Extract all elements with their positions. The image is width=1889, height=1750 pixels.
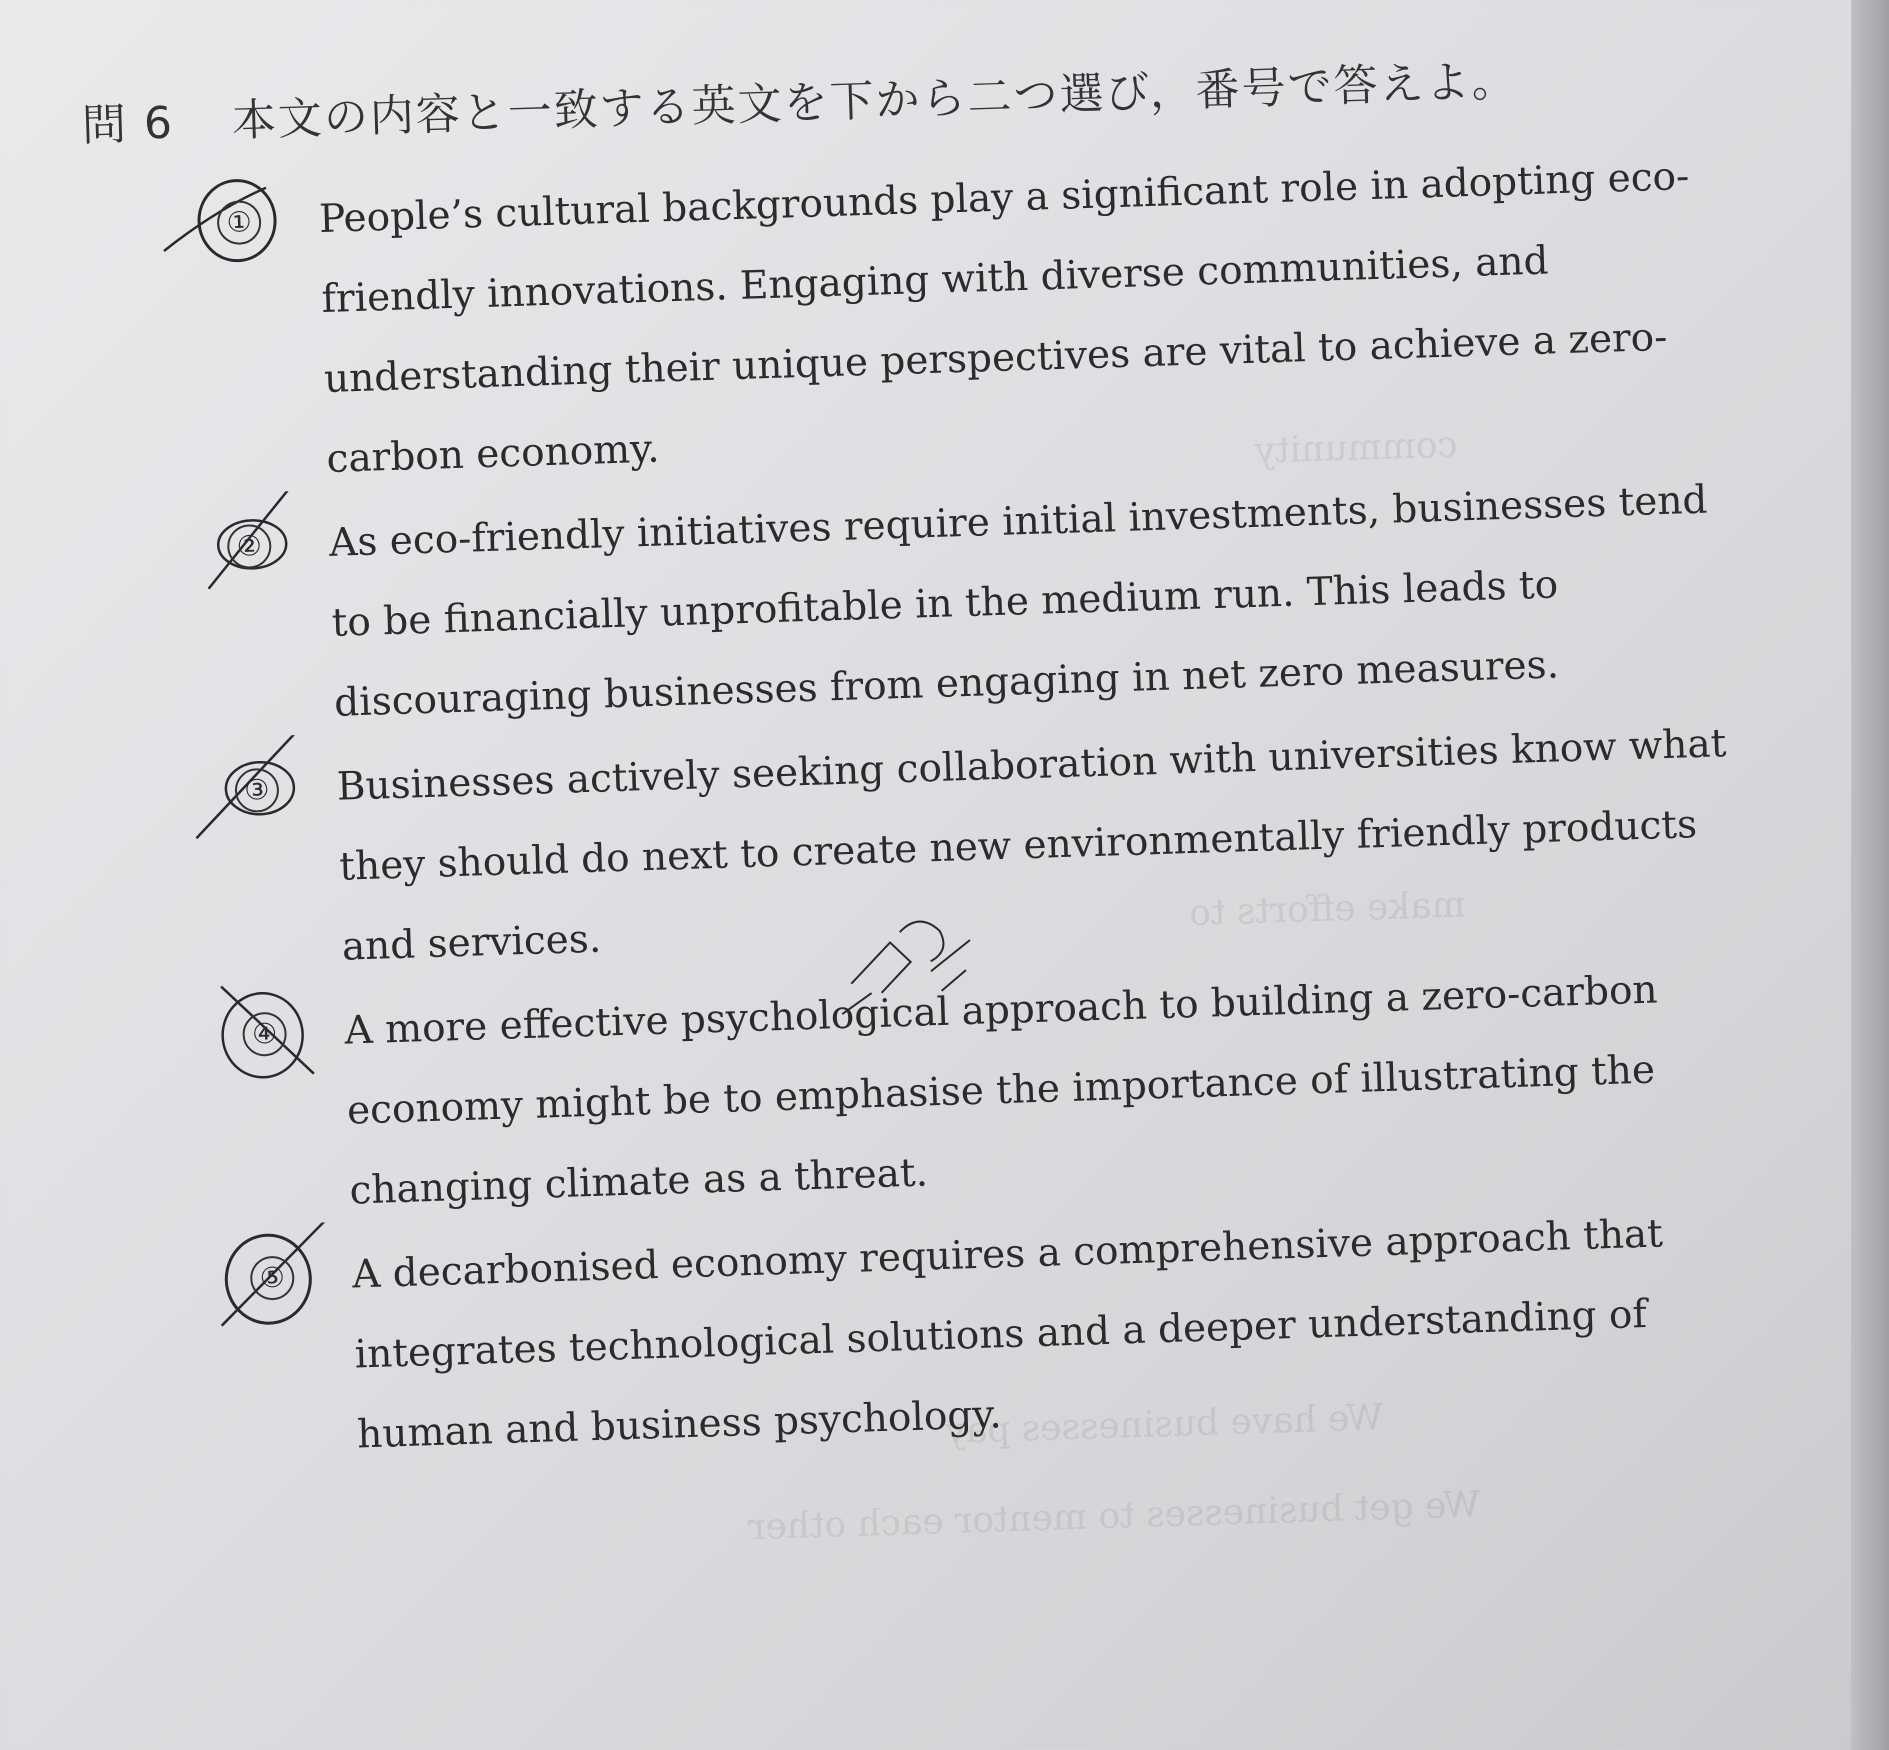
option-number-1: ① — [216, 200, 261, 245]
option-number-2: ② — [227, 524, 272, 569]
option-text-2: As eco-friendly initiatives require initial investments, businesses tend to be financially unprofitable in the medium run. This leads to discouraging businesses from engaging in net zero measures. — [328, 477, 1709, 726]
option-text-1: People’s cultural backgrounds play a significant role in adopting eco-friendly innovations. Engaging with diverse communities, and understanding their unique perspectives are vital to achieve a zero-carbon economy. — [318, 154, 1690, 482]
answer-option-2[interactable] — [16, 459, 1755, 753]
bleed-through-text: We have businesses pay — [944, 1397, 1385, 1452]
answer-option-5[interactable] — [39, 1191, 1778, 1485]
question-instruction: 本文の内容と一致する英文を下から二つ選び，番号で答えよ。 — [231, 55, 1519, 147]
option-number-3: ③ — [234, 768, 279, 813]
option-text-3: Businesses actively seeking collaboration with universities know what they should do next to create new environmentally friendly products and services. — [336, 721, 1727, 970]
answer-options — [6, 131, 1889, 1489]
option-text-4: A more effective psychological approach to building a zero-carbon economy might be to emphasise the importance of illustrating the changing climate as a threat. — [343, 967, 1659, 1214]
answer-option-1[interactable] — [6, 136, 1747, 510]
bleed-through-text: make efforts to — [1188, 884, 1467, 935]
option-number-5: ⑤ — [250, 1255, 295, 1300]
handwritten-scribble — [829, 900, 983, 1025]
bleed-through-text: community — [1254, 424, 1459, 472]
question-header — [81, 44, 1519, 153]
bleed-through-text: We get businesses to mentor each other — [747, 1484, 1481, 1549]
question-number: 問 6 — [81, 97, 175, 152]
option-text-5: A decarbonised economy requires a comprehensive approach that integrates technological solutions and a deeper understanding of human and business psychology. — [351, 1211, 1664, 1458]
option-number-4: ④ — [242, 1012, 287, 1057]
